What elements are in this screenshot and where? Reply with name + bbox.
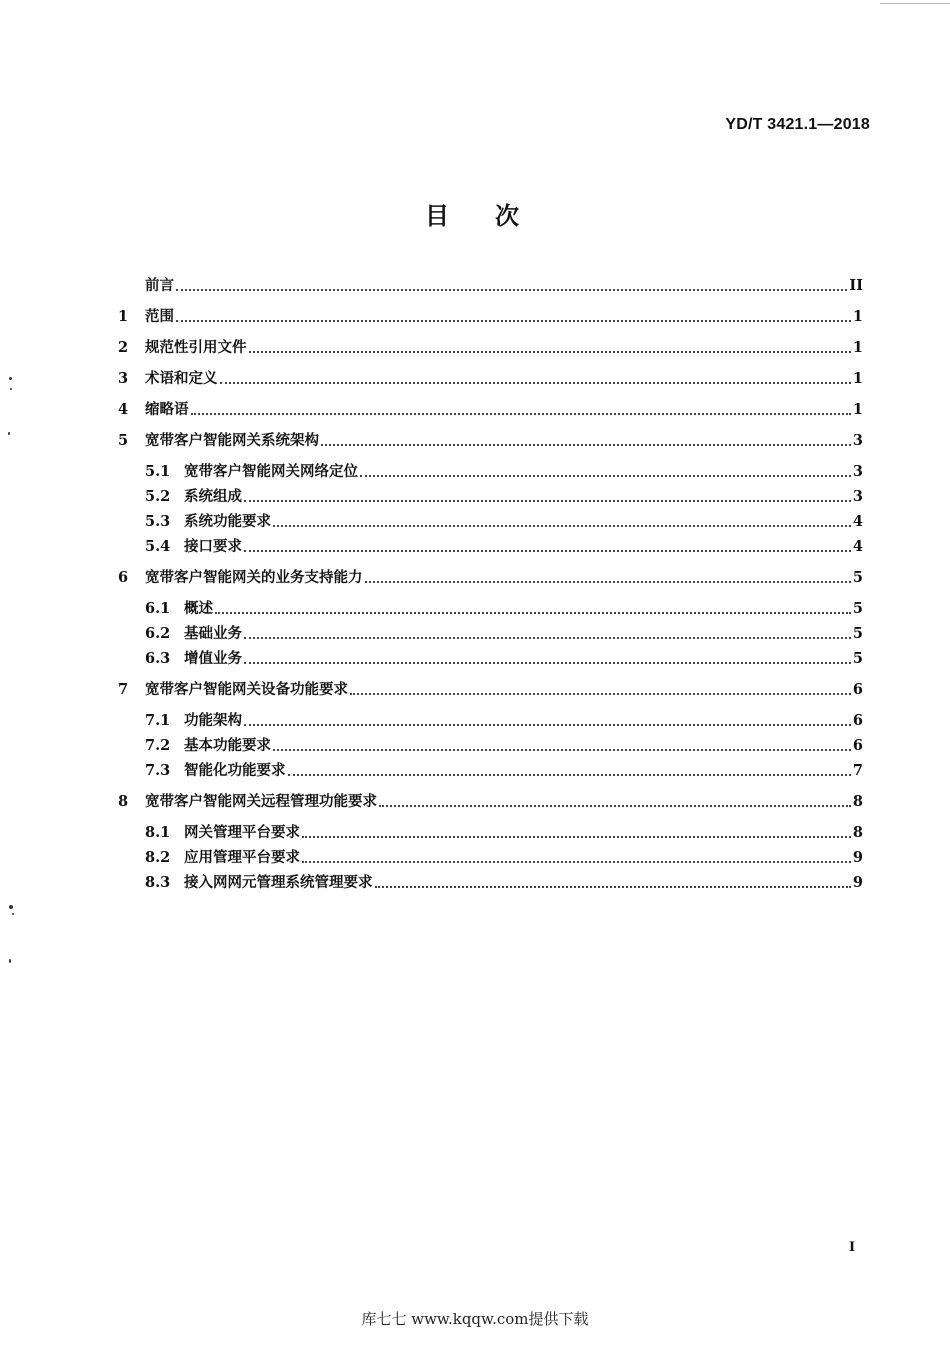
toc-entry-title: 网关管理平台要求: [184, 825, 300, 841]
scan-speck: [9, 905, 13, 909]
toc-entry-number: 8.3: [145, 874, 171, 891]
toc-entry-number: 6.2: [145, 625, 171, 642]
toc-entry-number: 6.3: [145, 650, 171, 667]
scan-speck: [9, 377, 12, 380]
toc-entry-page: 5: [852, 569, 863, 586]
toc-dot-leader: [302, 836, 851, 838]
toc-entry-title: 系统组成: [184, 489, 242, 505]
toc-entry-number: 6: [118, 569, 129, 586]
toc-entry-page: 8: [852, 824, 863, 841]
toc-entry-page: 3: [852, 463, 863, 480]
toc-entry-title: 术语和定义: [145, 371, 218, 387]
toc-entry[interactable]: [118, 733, 863, 758]
toc-entry-title: 规范性引用文件: [145, 340, 247, 356]
toc-dot-leader: [215, 612, 851, 614]
toc-entry-title: 范围: [145, 309, 174, 325]
toc-dot-leader: [176, 289, 847, 291]
toc-entry-number: 7: [118, 681, 129, 698]
toc-entry-page: 5: [852, 650, 863, 667]
toc-entry[interactable]: [118, 758, 863, 783]
toc-entry-page: 4: [852, 538, 863, 555]
toc-entry-title: 接口要求: [184, 539, 242, 555]
toc-entry[interactable]: [118, 428, 863, 453]
table-of-contents: [118, 273, 863, 895]
toc-entry-page: 4: [852, 513, 863, 530]
toc-dot-leader: [273, 525, 851, 527]
toc-entry-number: 4: [118, 401, 129, 418]
toc-dot-leader: [365, 581, 851, 583]
toc-entry-title: 缩略语: [145, 402, 189, 418]
document-id: YD/T 3421.1—2018: [725, 116, 870, 133]
toc-entry-title: 应用管理平台要求: [184, 850, 300, 866]
toc-dot-leader: [244, 637, 851, 639]
toc-entry-number: 5.3: [145, 513, 171, 530]
footer-watermark: 库七七 www.kqqw.com提供下载: [361, 1310, 589, 1328]
toc-entry-title: 功能架构: [184, 713, 242, 729]
toc-entry-title: 宽带客户智能网关远程管理功能要求: [145, 794, 377, 810]
toc-entry-number: 5.2: [145, 488, 171, 505]
toc-entry[interactable]: [118, 677, 863, 702]
toc-dot-leader: [244, 724, 851, 726]
toc-dot-leader: [244, 662, 851, 664]
toc-dot-leader: [249, 351, 851, 353]
toc-dot-leader: [360, 475, 851, 477]
scan-speck: [10, 388, 12, 390]
toc-entry-page: 7: [852, 762, 863, 779]
toc-entry-number: 7.2: [145, 737, 171, 754]
toc-entry-number: 8: [118, 793, 129, 810]
toc-entry-page: 1: [852, 370, 863, 387]
toc-entry-page: 5: [852, 600, 863, 617]
toc-entry-title: 宽带客户智能网关设备功能要求: [145, 682, 348, 698]
toc-entry[interactable]: [118, 335, 863, 360]
scan-speck: [12, 913, 14, 915]
toc-entry[interactable]: [118, 596, 863, 621]
toc-entry-page: 5: [852, 625, 863, 642]
toc-entry-number: 5.1: [145, 463, 171, 480]
toc-entry-number: 7.1: [145, 712, 171, 729]
toc-entry[interactable]: [118, 509, 863, 534]
toc-entry-number: 8.2: [145, 849, 171, 866]
toc-entry[interactable]: [118, 789, 863, 814]
toc-entry-title: 宽带客户智能网关系统架构: [145, 433, 319, 449]
toc-entry-title: 智能化功能要求: [184, 763, 286, 779]
toc-entry-title: 基础业务: [184, 626, 242, 642]
toc-entry-page: 6: [852, 737, 863, 754]
toc-entry-number: 7.3: [145, 762, 171, 779]
scan-speck: [9, 959, 11, 963]
scan-speck: [8, 432, 10, 435]
toc-entry-page: 1: [852, 339, 863, 356]
toc-entry[interactable]: [118, 621, 863, 646]
page-number: I: [849, 1240, 856, 1255]
toc-entry-number: 1: [118, 308, 129, 325]
toc-dot-leader: [379, 805, 851, 807]
toc-dot-leader: [244, 500, 851, 502]
toc-dot-leader: [176, 320, 851, 322]
toc-entry-page: 1: [852, 401, 863, 418]
toc-entry-number: 5.4: [145, 538, 171, 555]
page-title: 目次: [425, 202, 565, 230]
toc-entry-title: 接入网网元管理系统管理要求: [184, 875, 373, 891]
toc-dot-leader: [244, 550, 851, 552]
toc-entry-page: 6: [852, 681, 863, 698]
toc-dot-leader: [191, 413, 851, 415]
toc-entry-page: 8: [852, 793, 863, 810]
toc-dot-leader: [350, 693, 851, 695]
toc-entry-page: II: [849, 277, 863, 294]
toc-entry-title: 系统功能要求: [184, 514, 271, 530]
toc-entry-title: 增值业务: [184, 651, 242, 667]
scan-artifact-line: [880, 3, 950, 4]
toc-entry-title: 宽带客户智能网关的业务支持能力: [145, 570, 363, 586]
toc-entry[interactable]: [118, 459, 863, 484]
toc-entry[interactable]: [118, 366, 863, 391]
toc-entry-number: 3: [118, 370, 129, 387]
toc-entry[interactable]: [118, 845, 863, 870]
toc-entry[interactable]: [118, 484, 863, 509]
toc-entry-page: 9: [852, 849, 863, 866]
toc-entry[interactable]: [118, 820, 863, 845]
toc-dot-leader: [273, 749, 851, 751]
toc-entry-number: 6.1: [145, 600, 171, 617]
toc-dot-leader: [220, 382, 851, 384]
toc-entry-page: 3: [852, 432, 863, 449]
toc-entry[interactable]: [118, 534, 863, 559]
toc-entry-title: 概述: [184, 601, 213, 617]
toc-entry-page: 1: [852, 308, 863, 325]
toc-entry-title: 前言: [145, 278, 174, 294]
toc-entry-page: 9: [852, 874, 863, 891]
toc-entry[interactable]: [118, 646, 863, 671]
toc-entry[interactable]: [118, 565, 863, 590]
toc-entry[interactable]: [118, 273, 863, 298]
toc-entry-number: 8.1: [145, 824, 171, 841]
toc-entry-page: 3: [852, 488, 863, 505]
toc-entry-title: 基本功能要求: [184, 738, 271, 754]
toc-dot-leader: [321, 444, 851, 446]
toc-entry[interactable]: [118, 304, 863, 329]
toc-dot-leader: [375, 886, 851, 888]
toc-entry[interactable]: [118, 397, 863, 422]
toc-entry-page: 6: [852, 712, 863, 729]
toc-dot-leader: [288, 774, 851, 776]
toc-dot-leader: [302, 861, 851, 863]
toc-entry-number: 5: [118, 432, 129, 449]
toc-entry-number: 2: [118, 339, 129, 356]
toc-entry[interactable]: [118, 870, 863, 895]
toc-entry-title: 宽带客户智能网关网络定位: [184, 464, 358, 480]
toc-entry[interactable]: [118, 708, 863, 733]
